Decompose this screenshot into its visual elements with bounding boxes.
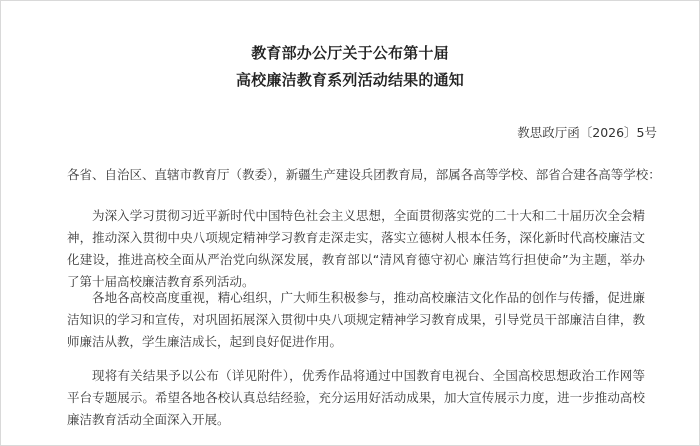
document-title-line-1: 教育部办公厅关于公布第十届: [251, 44, 449, 62]
paragraph-3: 现将有关结果予以公布（详见附件），优秀作品将通过中国教育电视台、全国高校思想政治工作网等平台专题展示。希望各地各校认真总结经验，充分运用好活动成果，加大宣传展示力度，进一步推动高校廉洁教育活动全面深入开展。: [67, 368, 645, 427]
document-number: 教思政厅函〔2026〕5号: [517, 125, 657, 140]
addressee-line: 各省、自治区、直辖市教育厅（教委），新疆生产建设兵团教育局，部属各高等学校、部省合建各高等学校：: [67, 167, 661, 182]
paragraph-1: 为深入学习贯彻习近平新时代中国特色社会主义思想，全面贯彻落实党的二十大和二十届历次全会精神，推动深入贯彻中央八项规定精神学习教育走深走实，落实立德树人根本任务，深化新时代高校廉洁文化建设，推进高校全面从严治党向纵深发展，教育部以“清风育德守初心 廉洁笃行担使命”为主题，举办了第十届高校廉洁教育系列活动。: [67, 208, 645, 289]
document-title-line-2: 高校廉洁教育系列活动结果的通知: [235, 71, 464, 89]
paragraph-2: 各地各高校高度重视，精心组织，广大师生积极参与，推动高校廉洁文化作品的创作与传播，促进廉洁知识的学习和宣传，对巩固拓展深入贯彻中央八项规定精神学习教育成果，引导党员干部廉洁自律，教师廉洁从教，学生廉洁成长，起到良好促进作用。: [67, 290, 645, 349]
